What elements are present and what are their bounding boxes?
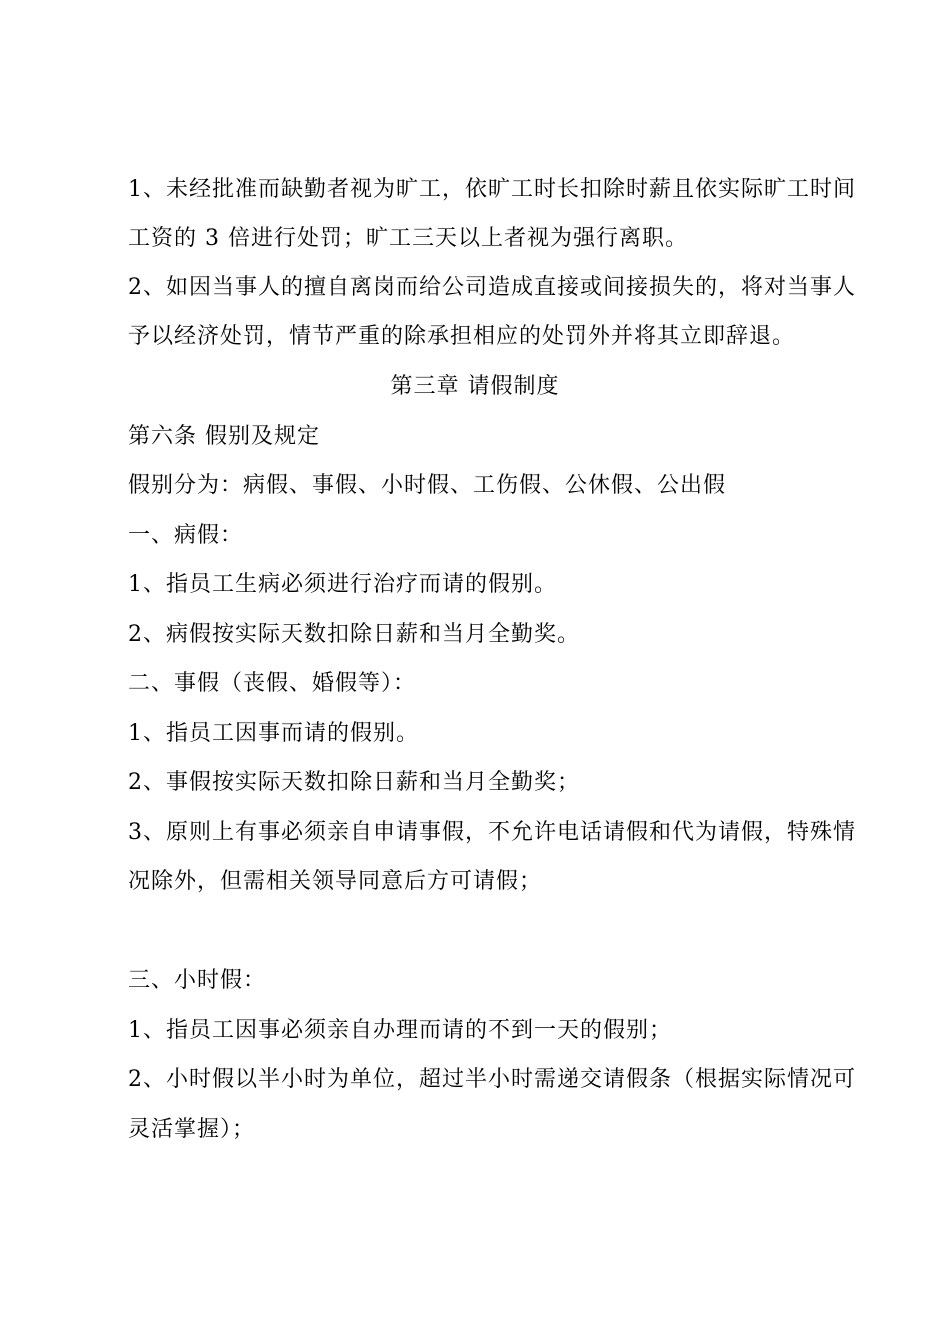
hourly-leave-item-2-line-1: 2、小时假以半小时为单位，超过半小时需递交请假条（根据实际情况可 bbox=[128, 1067, 856, 1092]
personal-leave-item-2: 2、事假按实际天数扣除日薪和当月全勤奖； bbox=[128, 770, 580, 795]
sick-leave-item-2: 2、病假按实际天数扣除日薪和当月全勤奖。 bbox=[128, 622, 580, 647]
hourly-leave-heading: 三、小时假： bbox=[128, 968, 267, 993]
hourly-leave-item-2-line-2: 灵活掌握）； bbox=[128, 1117, 256, 1142]
paragraph-1-line-2: 工资的 3 倍进行处罚；旷工三天以上者视为强行离职。 bbox=[128, 226, 688, 251]
personal-leave-heading: 二、事假（丧假、婚假等）： bbox=[128, 671, 417, 696]
personal-leave-item-1: 1、指员工因事而请的假别。 bbox=[128, 721, 419, 746]
personal-leave-item-3-line-1: 3、原则上有事必须亲自申请事假，不允许电话请假和代为请假，特殊情 bbox=[128, 820, 856, 845]
leave-types-text: 假别分为：病假、事假、小时假、工伤假、公休假、公出假 bbox=[128, 473, 727, 498]
paragraph-2-line-2: 予以经济处罚，情节严重的除承担相应的处罚外并将其立即辞退。 bbox=[128, 324, 796, 349]
hourly-leave-item-1: 1、指员工因事必须亲自办理而请的不到一天的假别； bbox=[128, 1018, 672, 1043]
article-6-heading: 第六条 假别及规定 bbox=[128, 424, 320, 449]
personal-leave-item-3-line-2: 况除外，但需相关领导同意后方可请假； bbox=[128, 869, 543, 894]
chapter-title: 第三章 请假制度 bbox=[390, 374, 560, 399]
paragraph-1-line-1: 1、未经批准而缺勤者视为旷工，依旷工时长扣除时薪且依实际旷工时间 bbox=[128, 177, 856, 202]
paragraph-2-line-1: 2、如因当事人的擅自离岗而给公司造成直接或间接损失的，将对当事人 bbox=[128, 275, 856, 300]
sick-leave-heading: 一、病假： bbox=[128, 523, 244, 548]
sick-leave-item-1: 1、指员工生病必须进行治疗而请的假别。 bbox=[128, 572, 557, 597]
